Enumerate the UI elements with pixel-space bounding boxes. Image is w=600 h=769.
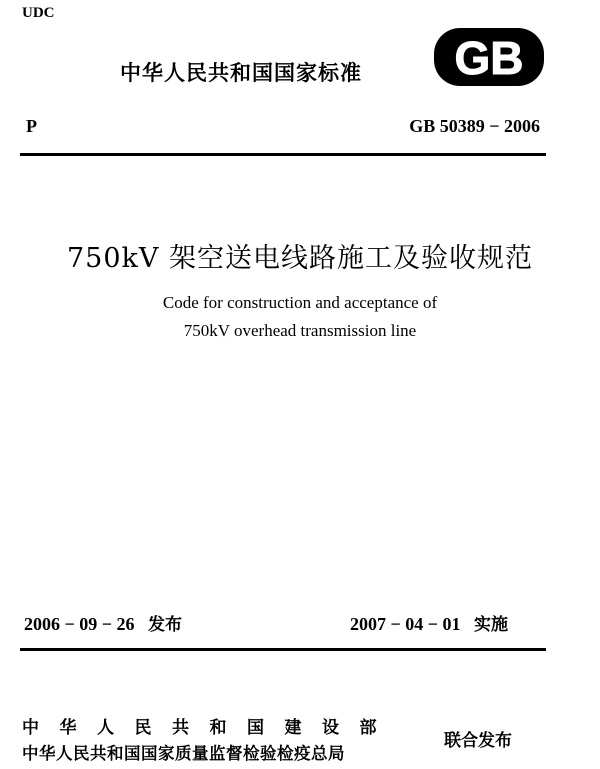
- implement-label: 实施: [474, 615, 509, 635]
- national-standard-title: 中华人民共和国国家标准: [120, 61, 362, 85]
- issue-label: 发布: [148, 615, 183, 635]
- issuer-aqsiq: 中华人民共和国国家质量监督检验检疫总局: [22, 744, 345, 763]
- issue-date-block: [24, 610, 182, 635]
- joint-issue-label: 联合发布: [444, 731, 512, 751]
- gb-logo: [433, 27, 545, 87]
- implement-date-block: [350, 610, 508, 635]
- svg-text:GB: GB: [454, 32, 524, 84]
- footer-divider: [20, 648, 546, 651]
- standard-code: GB 50389 − 2006: [409, 116, 540, 136]
- classification-letter: P: [26, 116, 37, 136]
- issuer-ministry-of-construction: 中华人民共和国建设部: [22, 718, 397, 738]
- issue-date: 2006 − 09 − 26: [24, 614, 135, 634]
- chinese-title: 750kV 架空送电线路施工及验收规范: [67, 243, 533, 274]
- udc-label: UDC: [22, 5, 55, 21]
- english-title-line-1: Code for construction and acceptance of: [162, 293, 438, 312]
- english-title-line-2: 750kV overhead transmission line: [183, 321, 417, 340]
- implement-date: 2007 − 04 − 01: [350, 614, 461, 634]
- header-divider: [20, 153, 546, 156]
